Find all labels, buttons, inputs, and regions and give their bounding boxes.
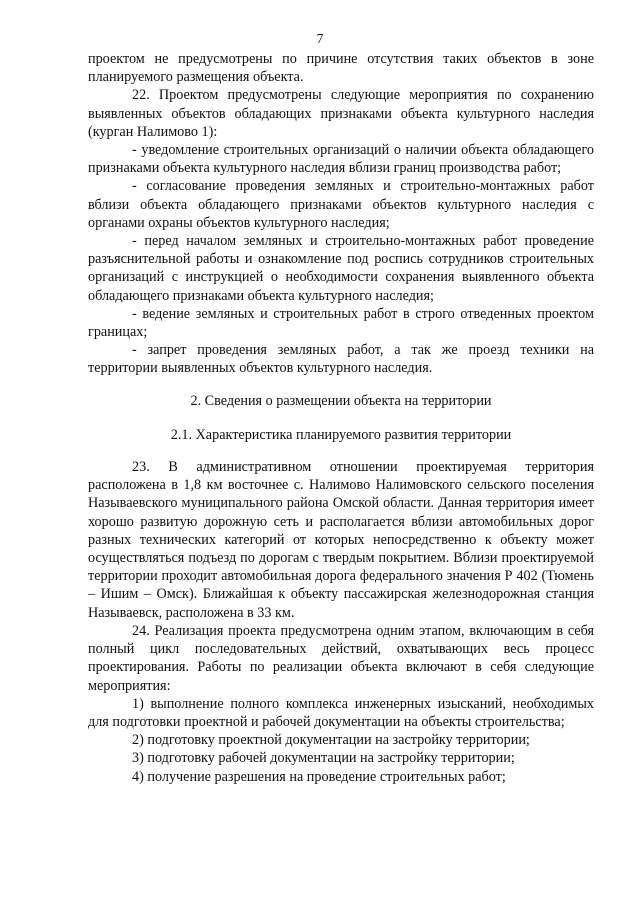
bullet-item: - запрет проведения земляных работ, а так же проезд техники на территории выявленных объектов культурного наследия. [88,342,594,377]
bullet-item: - ведение земляных и строительных работ в строго отведенных проектом границах; [88,305,594,341]
paragraph-24: 24. Реализация проекта предусмотрена одним этапом, включающим в себя полный цикл последовательных действий, охватывающих весь процесс проектирования. Работы по реализации объекта включают в себя следующие мероприятия: [88,622,594,694]
bullet-item: - перед началом земляных и строительно-монтажных работ проведение разъяснительной работы и ознакомление под роспись сотрудников строительных организаций с инструкцией о необходимости сохранения выявленного объекта обладающего признаками объекта культурного наследия; [88,233,594,304]
paragraph-continuation: проектом не предусмотрены по причине отсутствия таких объектов в зоне планируемого размещения объекта. [88,51,594,86]
paragraph-23: 23. В административном отношении проектируемая территория расположена в 1,8 км восточнее с. Налимово Налимовского сельского поселения Называевского муниципального района Омской области. Данная территория имеет хорошо развитую дорожную сеть и располагается вблизи автомобильных дорог разных технических категорий от которых непосредственно к объекту может осуществляться подъезд по дорогам с твердым покрытием. Вблизи проектируемой территории проходит автомобильная дорога федерального значения Р 402 (Тюмень – Ишим – Омск). Ближайшая к объекту пассажирская железнодорожная станция Называевск, расположена в 33 км. [88,459,594,621]
paragraph-22: 22. Проектом предусмотрены следующие мероприятия по сохранению выявленных объектов обладающих признаками объекта культурного наследия (курган Налимово 1): [88,87,594,140]
list-item: 2) подготовку проектной документации на застройку территории; [132,732,530,749]
list-item: 4) получение разрешения на проведение строительных работ; [132,768,506,785]
section-heading: 2. Сведения о размещении объекта на территории [190,392,492,409]
list-item: 1) выполнение полного комплекса инженерных изысканий, необходимых для подготовки проектной и рабочей документации на объекты строительства; [88,695,594,730]
subsection-heading: 2.1. Характеристика планируемого развития территории [170,426,512,443]
list-item: 3) подготовку рабочей документации на застройку территории; [132,750,515,767]
bullet-item: - уведомление строительных организаций о наличии объекта обладающего признаками объекта культурного наследия вблизи границ производства работ; [88,142,594,177]
document-body [88,50,594,786]
bullet-item: - согласование проведения земляных и строительно-монтажных работ вблизи объекта обладающего признаками объектов культурного наследия с органами охраны объектов культурного наследия; [88,178,594,231]
page-number: 7 [316,31,324,46]
